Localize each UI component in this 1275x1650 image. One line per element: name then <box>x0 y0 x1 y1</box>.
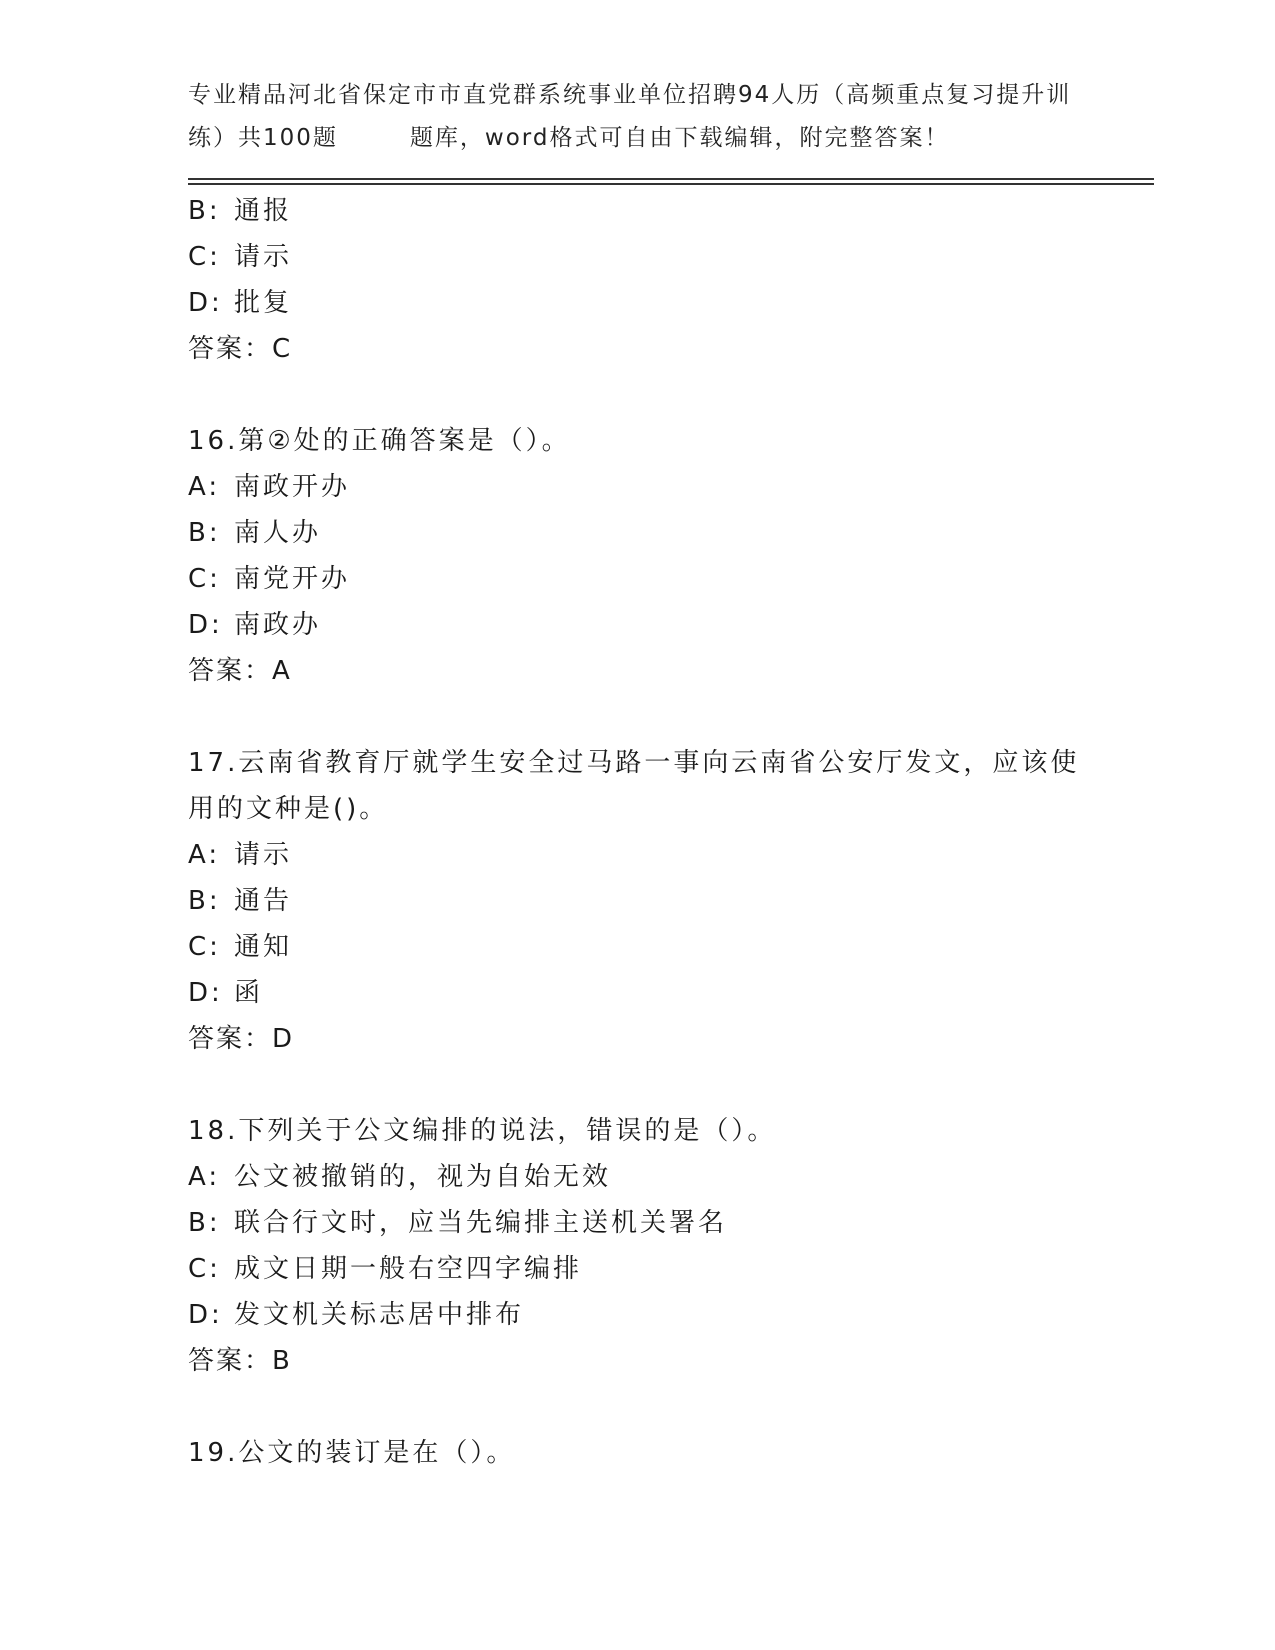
question-18 <box>188 1108 1088 1384</box>
option-d <box>188 970 1088 1016</box>
option-text: 公文被撤销的，视为自始无效 <box>234 1162 612 1192</box>
option-key: D: <box>188 610 223 640</box>
document-header <box>188 74 1088 160</box>
option-a <box>188 832 1088 878</box>
spacer <box>188 372 1088 418</box>
option-key: B: <box>188 886 221 916</box>
option-key: A: <box>188 1162 221 1192</box>
option-c <box>188 924 1088 970</box>
option-text: 通报 <box>234 196 293 226</box>
answer-line: 答案：C <box>188 334 293 364</box>
option-key: D: <box>188 978 223 1008</box>
option-key: C: <box>188 564 221 594</box>
option-b <box>188 510 1088 556</box>
option-b <box>188 1200 1088 1246</box>
question-text-line-1: 17.云南省教育厅就学生安全过马路一事向云南省公安厅发文，应该使 <box>188 748 1080 778</box>
option-text: 请示 <box>234 242 293 272</box>
option-key: A: <box>188 840 221 870</box>
option-key: A: <box>188 472 221 502</box>
option-text: 南政办 <box>234 610 322 640</box>
option-key: B: <box>188 518 221 548</box>
option-key: C: <box>188 242 221 272</box>
question-text: 18.下列关于公文编排的说法，错误的是（）。 <box>188 1116 777 1146</box>
answer-line: 答案：D <box>188 1024 295 1054</box>
option-d <box>188 280 1088 326</box>
header-divider-bottom <box>188 183 1154 185</box>
option-text: 南人办 <box>234 518 322 548</box>
question-list <box>188 188 1088 1476</box>
option-text: 联合行文时，应当先编排主送机关署名 <box>234 1208 728 1238</box>
option-text: 通告 <box>234 886 293 916</box>
question-16 <box>188 418 1088 694</box>
option-text: 请示 <box>234 840 293 870</box>
question-17 <box>188 740 1088 1062</box>
header-title-line-1: 专业精品河北省保定市市直党群系统事业单位招聘94人历（高频重点复习提升训 <box>188 82 1072 108</box>
option-key: D: <box>188 1300 223 1330</box>
option-text: 成文日期一般右空四字编排 <box>234 1254 583 1284</box>
option-key: C: <box>188 1254 221 1284</box>
option-key: C: <box>188 932 221 962</box>
option-b <box>188 188 1088 234</box>
question-15 <box>188 188 1088 372</box>
option-d <box>188 602 1088 648</box>
header-title-line-2-part-a: 练）共100题 <box>188 125 338 151</box>
spacer <box>188 1384 1088 1430</box>
option-key: B: <box>188 1208 221 1238</box>
question-text: 19.公文的装订是在（）。 <box>188 1438 516 1468</box>
option-text: 南政开办 <box>234 472 351 502</box>
spacer <box>188 1062 1088 1108</box>
header-title-line-2-part-b: 题库，word格式可自由下载编辑，附完整答案！ <box>409 125 950 151</box>
option-b <box>188 878 1088 924</box>
option-key: B: <box>188 196 221 226</box>
option-text: 南党开办 <box>234 564 351 594</box>
question-text: 16.第②处的正确答案是（）。 <box>188 426 571 456</box>
option-key: D: <box>188 288 223 318</box>
option-a <box>188 464 1088 510</box>
option-c <box>188 1246 1088 1292</box>
option-text: 通知 <box>234 932 293 962</box>
option-text: 函 <box>234 978 264 1008</box>
option-d <box>188 1292 1088 1338</box>
question-19 <box>188 1430 1088 1476</box>
answer-line: 答案：B <box>188 1346 292 1376</box>
answer-line: 答案：A <box>188 656 292 686</box>
option-c <box>188 234 1088 280</box>
option-text: 批复 <box>234 288 293 318</box>
header-divider-top <box>188 178 1154 180</box>
option-text: 发文机关标志居中排布 <box>234 1300 525 1330</box>
spacer <box>188 694 1088 740</box>
option-a <box>188 1154 1088 1200</box>
question-text-line-2: 用的文种是()。 <box>188 794 389 824</box>
option-c <box>188 556 1088 602</box>
header-title-line-2 <box>188 117 1088 160</box>
